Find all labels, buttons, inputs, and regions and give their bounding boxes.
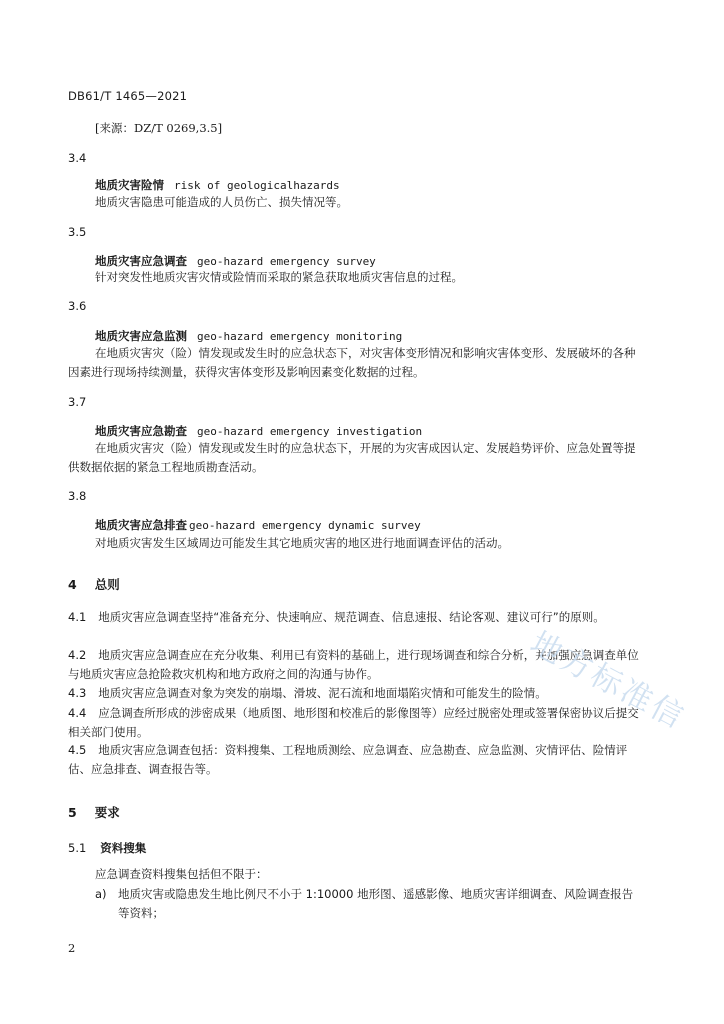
clause-number: 4.2 [68,648,87,662]
clause-number: 4.4 [68,706,87,720]
term-cn: 地质灾害应急排查 [95,518,187,532]
term-definition: 针对突发性地质灾害灾情或险情而采取的紧急获取地质灾害信息的过程。 [95,270,463,284]
source-citation: [来源：DZ/T 0269,3.5] [95,121,223,135]
term-title [95,423,422,439]
term-cn: 地质灾害险情 [95,178,164,192]
term-cn: 地质灾害应急监测 [95,329,187,343]
section-title: 要求 [94,805,120,820]
term-en: geo-hazard emergency investigation [197,425,423,438]
clause [68,684,640,703]
list-item-text: 地质灾害或隐患发生地比例尺不小于 1:10000 地形图、遥感影像、地质灾害详细调查、风险调查报告等资料； [118,887,634,920]
section-number: 5 [68,805,77,820]
term-en: geo-hazard emergency dynamic survey [189,519,421,532]
term-number: 3.8 [68,489,87,503]
clause-text: 地质灾害应急调查坚持“准备充分、快速响应、规范调查、信息速报、结论客观、建议可行”的原则。 [98,610,605,624]
clause [68,704,640,742]
list-item [95,885,640,925]
subsection-number: 5.1 [68,841,87,855]
section-heading [68,803,120,821]
term-number: 3.7 [68,395,87,409]
document-code-header: DB61/T 1465—2021 [68,89,188,103]
clause-text: 地质灾害应急调查包括：资料搜集、工程地质测绘、应急调查、应急勘查、应急监测、灾情评估、险情评估、应急排查、调查报告等。 [68,743,628,776]
clause-text: 应急调查所形成的涉密成果（地质图、地形图和校准后的影像图等）应经过脱密处理或签署保密协议后提交相关部门使用。 [68,706,639,739]
term-number: 3.5 [68,225,87,239]
subsection-title: 资料搜集 [100,841,147,855]
term-en: geo-hazard emergency survey [197,255,376,268]
section-heading [68,575,120,593]
clause [68,741,640,779]
section-number: 4 [68,577,77,592]
term-definition: 在地质灾害灾（险）情发现或发生时的应急状态下，对灾害体变形情况和影响灾害体变形、发展破坏的各种因素进行现场持续测量，获得灾害体变形及影响因素变化数据的过程。 [68,346,636,379]
term-cn: 地质灾害应急调查 [95,254,187,268]
term-title [95,328,402,344]
term-en: risk of geologicalhazards [174,179,340,192]
clause-text: 地质灾害应急调查对象为突发的崩塌、滑坡、泥石流和地面塌陷灾情和可能发生的险情。 [98,686,547,700]
subsection-heading [68,840,146,856]
list-intro: 应急调查资料搜集包括但不限于： [95,867,268,881]
clause-text: 地质灾害应急调查应在充分收集、利用已有资料的基础上，进行现场调查和综合分析，并加强应急调查单位与地质灾害应急抢险救灾机构和地方政府之间的沟通与协作。 [68,648,639,681]
term-cn: 地质灾害应急勘查 [95,424,187,438]
list-item-label: a) [95,887,107,901]
term-definition: 在地质灾害灾（险）情发现或发生时的应急状态下，开展的为灾害成因认定、发展趋势评价、应急处置等提供数据依据的紧急工程地质勘查活动。 [68,441,636,474]
page-number: 2 [68,941,76,955]
term-title [95,177,340,193]
clause-number: 4.1 [68,610,87,624]
term-number: 3.6 [68,299,87,313]
term-en: geo-hazard emergency monitoring [197,330,403,343]
section-title: 总则 [94,577,120,592]
term-definition: 地质灾害隐患可能造成的人员伤亡、损失情况等。 [95,195,348,209]
term-definition: 对地质灾害发生区域周边可能发生其它地质灾害的地区进行地面调查评估的活动。 [95,536,509,550]
term-title [95,253,376,269]
watermark: 地方标准信 [524,625,692,737]
term-number: 3.4 [68,151,87,165]
clause-number: 4.3 [68,686,87,700]
term-title [95,517,421,533]
clause-number: 4.5 [68,743,87,757]
